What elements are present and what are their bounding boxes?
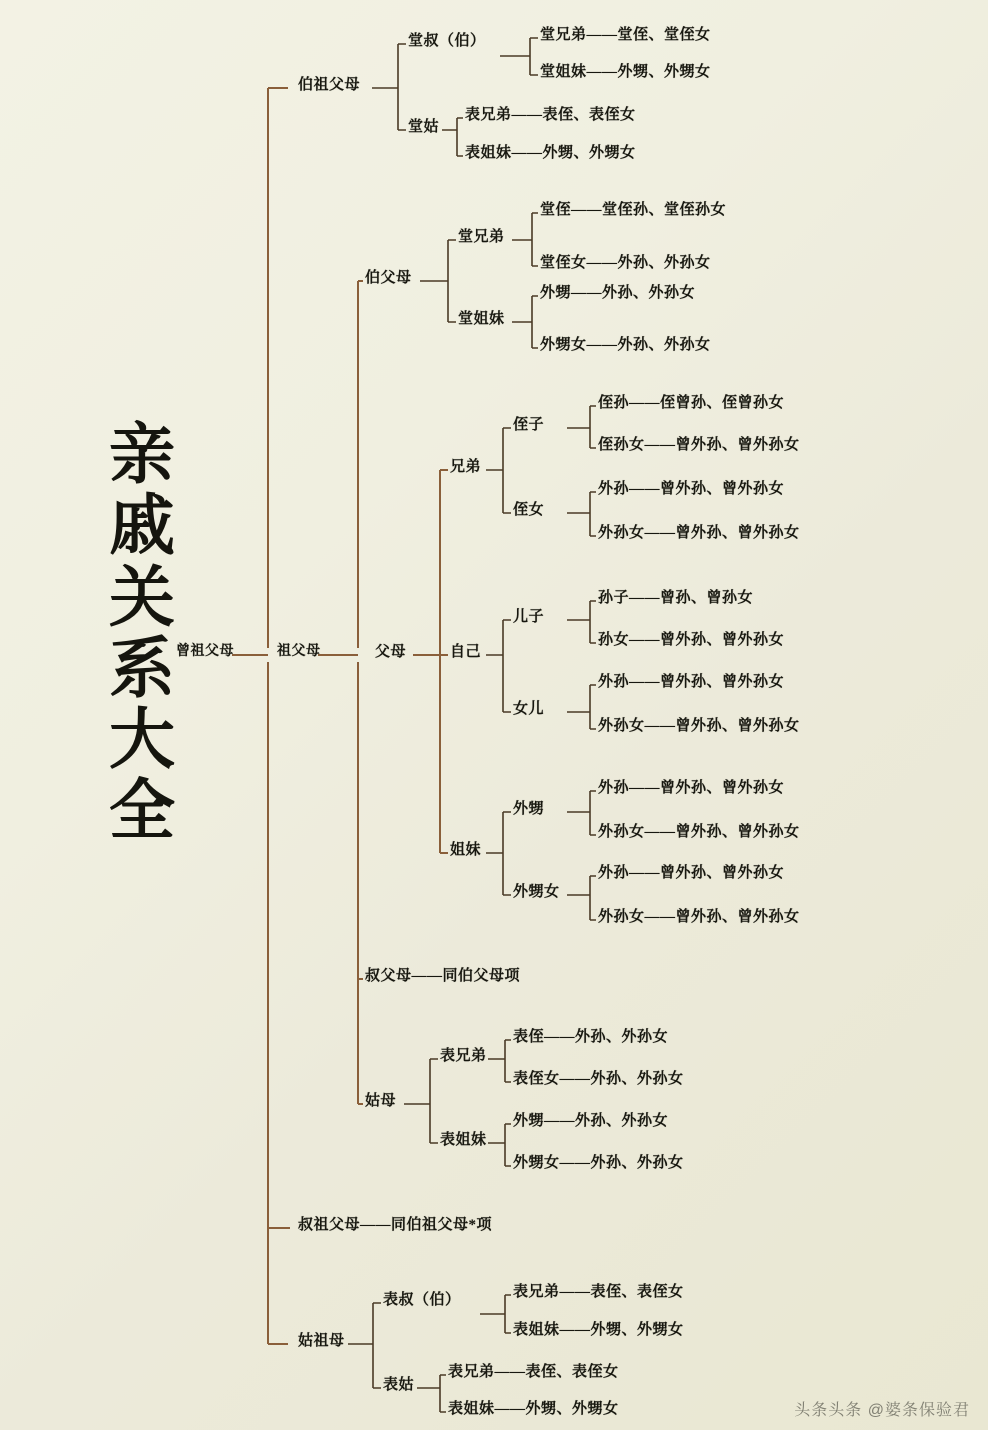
diagram-node: 外孙——曾外孙、曾外孙女	[598, 481, 785, 497]
diagram-node: 外甥——外孙、外孙女	[513, 1113, 669, 1129]
diagram-node: 孙子——曾孙、曾孙女	[598, 590, 754, 606]
diagram-node: 祖父母	[277, 644, 321, 659]
diagram-node: 侄孙——侄曾孙、侄曾孙女	[598, 395, 785, 411]
title-char-1: 戚	[109, 490, 177, 564]
diagram-node: 表姐妹——外甥、外甥女	[513, 1322, 684, 1338]
diagram-node: 侄女	[513, 502, 545, 518]
diagram-node: 外甥——外孙、外孙女	[540, 285, 696, 301]
title-char-3: 系	[109, 632, 177, 706]
title-char-5: 全	[109, 775, 177, 849]
diagram-node: 表兄弟——表侄、表侄女	[465, 107, 636, 123]
diagram-node: 表姐妹——外甥、外甥女	[465, 145, 636, 161]
diagram-node: 儿子	[513, 609, 545, 625]
diagram-node: 堂姐妹——外甥、外甥女	[540, 64, 711, 80]
diagram-node: 表叔（伯）	[383, 1292, 461, 1308]
diagram-node: 女儿	[513, 701, 545, 717]
diagram-node: 父母	[375, 644, 407, 660]
diagram-node: 外甥	[513, 801, 545, 817]
diagram-node: 外甥女——外孙、外孙女	[540, 337, 711, 353]
diagram-node: 伯父母	[365, 270, 412, 286]
diagram-node: 姑祖母	[298, 1333, 345, 1349]
page-title	[88, 420, 198, 848]
diagram-node: 外甥女——外孙、外孙女	[513, 1155, 684, 1171]
diagram-node: 孙女——曾外孙、曾外孙女	[598, 632, 785, 648]
diagram-node: 伯祖父母	[298, 77, 361, 93]
diagram-node: 表兄弟——表侄、表侄女	[448, 1364, 619, 1380]
diagram-node: 外孙女——曾外孙、曾外孙女	[598, 718, 800, 734]
diagram-node: 堂姑	[408, 119, 440, 135]
diagram-node: 堂侄——堂侄孙、堂侄孙女	[540, 202, 727, 218]
diagram-node: 表侄——外孙、外孙女	[513, 1029, 669, 1045]
diagram-node: 自己	[450, 644, 482, 660]
diagram-node: 堂侄女——外孙、外孙女	[540, 255, 711, 271]
diagram-node: 表兄弟	[440, 1048, 487, 1064]
watermark: 头条头条 @婆条保验君	[794, 1402, 970, 1419]
diagram-node: 堂叔（伯）	[408, 33, 486, 49]
diagram-node: 堂兄弟——堂侄、堂侄女	[540, 27, 711, 43]
diagram-node: 叔祖父母——同伯祖父母*项	[298, 1217, 493, 1233]
title-char-0: 亲	[109, 419, 177, 492]
title-char-4: 大	[109, 704, 177, 778]
diagram-node: 表兄弟——表侄、表侄女	[513, 1284, 684, 1300]
diagram-node: 外孙——曾外孙、曾外孙女	[598, 674, 785, 690]
diagram-node: 表姑	[383, 1377, 415, 1393]
diagram-node: 姐妹	[450, 842, 482, 858]
diagram-node: 堂姐妹	[458, 311, 505, 327]
diagram-node: 侄孙女——曾外孙、曾外孙女	[598, 437, 800, 453]
diagram-node: 外甥女	[513, 884, 560, 900]
diagram-node: 表姐妹——外甥、外甥女	[448, 1401, 619, 1417]
diagram-node: 外孙女——曾外孙、曾外孙女	[598, 824, 800, 840]
diagram-node: 外孙女——曾外孙、曾外孙女	[598, 525, 800, 541]
diagram-node: 外孙——曾外孙、曾外孙女	[598, 865, 785, 881]
diagram-node: 外孙女——曾外孙、曾外孙女	[598, 909, 800, 925]
diagram-node: 姑母	[365, 1093, 397, 1109]
diagram-node: 曾祖父母	[176, 644, 234, 659]
diagram-node: 兄弟	[450, 459, 482, 475]
diagram-node: 侄子	[513, 417, 545, 433]
diagram-node: 叔父母——同伯父母项	[365, 968, 521, 984]
diagram-node: 外孙——曾外孙、曾外孙女	[598, 780, 785, 796]
title-char-2: 关	[109, 561, 177, 635]
diagram-node: 堂兄弟	[458, 229, 505, 245]
diagram-node: 表侄女——外孙、外孙女	[513, 1071, 684, 1087]
diagram-node: 表姐妹	[440, 1132, 487, 1148]
